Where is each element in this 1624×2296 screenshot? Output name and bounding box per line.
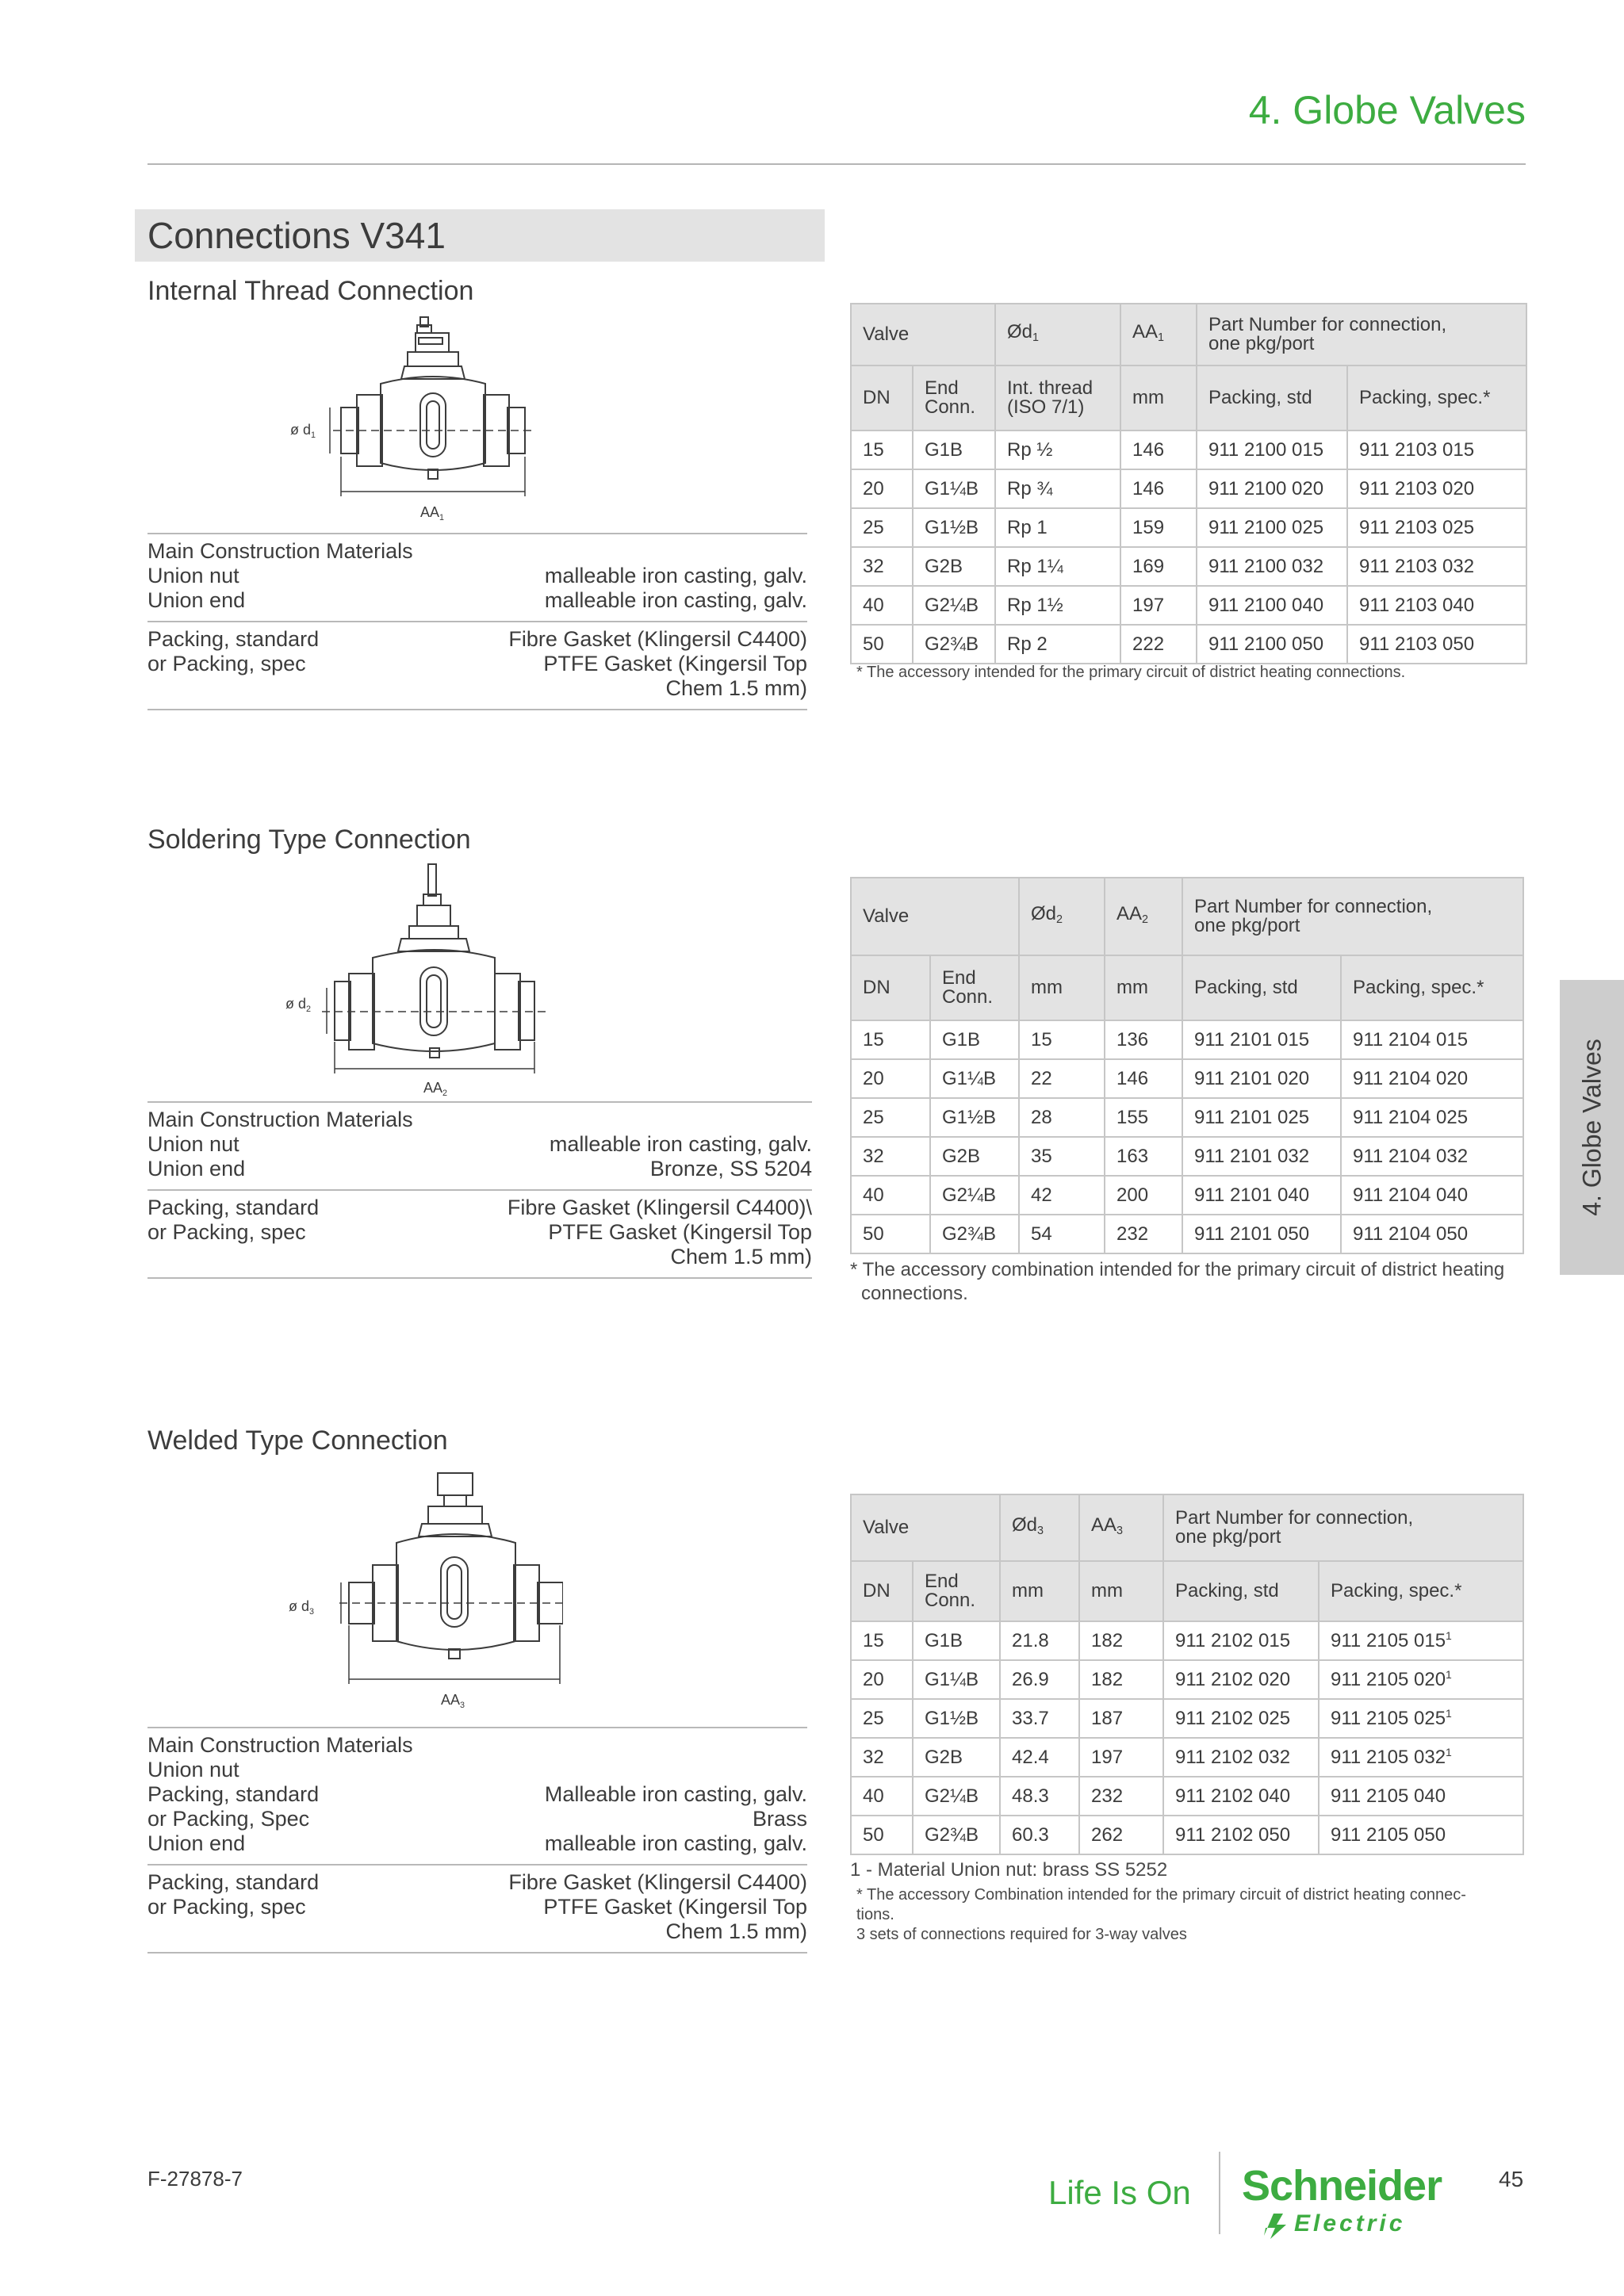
table-row: 20 G1¼B 26.9 182 911 2102 020 911 2105 $020^1$ (851, 1660, 1523, 1699)
header-end-conn: End Conn. (913, 1561, 1000, 1621)
internal-valve-drawing (285, 314, 555, 528)
material-row: Union end Bronze, SS 5204 (147, 1157, 812, 1181)
welded-dim-aa: $AA_3$ (441, 1692, 465, 1710)
table-row: 32 G2B 35 163 911 2101 032 911 2104 032 (851, 1137, 1523, 1176)
header-mm: mm (1000, 1561, 1079, 1621)
table-row: 20 G1¼B 22 146 911 2101 020 911 2104 020 (851, 1059, 1523, 1098)
header-dn: DN (851, 955, 930, 1020)
packing-row: Packing, standard Fibre Gasket (Klingersil C4400)\ (147, 1196, 812, 1219)
header-od: $Ød_3$ (1000, 1494, 1079, 1561)
table-row: 20 G1¼B Rp ¾ 146 911 2100 020 911 2103 020 (851, 469, 1526, 508)
table-row: 15 G1B 21.8 182 911 2102 015 911 2105 $015^1$ (851, 1621, 1523, 1660)
welded-valve-drawing (285, 1470, 563, 1700)
material-row: Main Construction Materials (147, 1108, 413, 1131)
packing-row: or Packing, spec PTFE Gasket (Kingersil Top (147, 652, 807, 675)
material-row: Union nut malleable iron casting, galv. (147, 1132, 812, 1156)
header-aa: $AA_1$ (1120, 304, 1197, 365)
header-aa: $AA_2$ (1105, 878, 1182, 955)
schneider-logo-subtitle: Electric (1294, 2210, 1406, 2237)
header-part-number: Part Number for connection, one pkg/port (1163, 1494, 1523, 1561)
table-row: 15 G1B 15 136 911 2101 015 911 2104 015 (851, 1020, 1523, 1059)
header-end-conn: End Conn. (913, 365, 995, 430)
soldering-packing-block (147, 1189, 812, 1279)
material-row: Union nut (147, 1758, 239, 1781)
welded-materials (147, 1727, 807, 1954)
table-row: 40 G2¼B 48.3 232 911 2102 040 911 2105 040 (851, 1777, 1523, 1816)
welded-footnote: 1 - Material Union nut: brass SS 5252 (850, 1859, 1168, 1881)
material-row: Packing, standard Malleable iron casting, galv. (147, 1782, 807, 1806)
chapter-title: 4. Globe Valves (1248, 88, 1526, 132)
table-subheader-row (851, 1561, 1523, 1621)
header-od: $Ød_1$ (995, 304, 1120, 365)
packing-row: Packing, standard Fibre Gasket (Klingersil C4400) (147, 1870, 807, 1894)
table-row: 40 G2¼B Rp 1½ 197 911 2100 040 911 2103 040 (851, 586, 1526, 625)
page-number: 45 (1499, 2167, 1524, 2191)
header-packing-std: Packing, std (1197, 365, 1347, 430)
header-mm: mm (1105, 955, 1182, 1020)
table-row: 50 G2¾B Rp 2 222 911 2100 050 911 2103 050 (851, 625, 1526, 664)
life-is-on-tagline: Life Is On (1048, 2174, 1191, 2211)
header-valve: Valve (851, 1494, 1000, 1561)
header-valve: Valve (851, 304, 995, 365)
internal-parts-table (850, 303, 1527, 664)
header-part-number: Part Number for connection, one pkg/port (1197, 304, 1526, 365)
soldering-construction-block (147, 1101, 812, 1189)
table-row: 32 G2B Rp 1¼ 169 911 2100 032 911 2103 032 (851, 547, 1526, 586)
header-dn: DN (851, 1561, 913, 1621)
header-int-thread: Int. thread (ISO 7/1) (995, 365, 1120, 430)
header-aa: $AA_3$ (1079, 1494, 1163, 1561)
table-subheader-row (851, 365, 1526, 430)
internal-dim-aa: $AA_1$ (420, 504, 445, 522)
internal-packing-block (147, 621, 807, 710)
schneider-logo-wordmark: Schneider (1242, 2162, 1442, 2210)
soldering-dim-d: ø $d_2$ (285, 996, 312, 1014)
header-end-conn: End Conn. (930, 955, 1019, 1020)
soldering-dim-aa: $AA_2$ (423, 1080, 448, 1098)
header-valve: Valve (851, 878, 1019, 955)
internal-table-note: * The accessory intended for the primary circuit of district heating connections. (856, 664, 1406, 681)
internal-dim-d: ø $d_1$ (290, 422, 316, 440)
table-row: 25 G1½B 33.7 187 911 2102 025 911 2105 $025^1$ (851, 1699, 1523, 1738)
header-packing-std: Packing, std (1182, 955, 1341, 1020)
material-row: Union nut malleable iron casting, galv. (147, 564, 807, 587)
welded-construction-block (147, 1727, 807, 1864)
document-code: F-27878-7 (147, 2167, 243, 2191)
header-dn: DN (851, 365, 913, 430)
material-row: Union end malleable iron casting, galv. (147, 588, 807, 612)
header-divider (147, 163, 1526, 165)
soldering-materials (147, 1101, 812, 1279)
packing-row: Packing, standard Fibre Gasket (Klingersil C4400) (147, 627, 807, 651)
welded-parts-table (850, 1494, 1524, 1855)
header-part-number: Part Number for connection, one pkg/port (1182, 878, 1523, 955)
packing-row: Chem 1.5 mm) (665, 676, 807, 700)
welded-section-title: Welded Type Connection (147, 1425, 448, 1456)
logo-divider (1219, 2152, 1220, 2234)
table-subheader-row (851, 955, 1523, 1020)
welded-packing-block (147, 1864, 807, 1954)
chapter-side-tab: 4. Globe Valves (1560, 980, 1624, 1275)
header-packing-spec: Packing, spec.* (1347, 365, 1526, 430)
packing-row: or Packing, spec PTFE Gasket (Kingersil Top (147, 1895, 807, 1919)
material-row: Union end malleable iron casting, galv. (147, 1831, 807, 1855)
table-header-row (851, 304, 1526, 365)
header-od: $Ød_2$ (1019, 878, 1105, 955)
welded-dim-d: ø $d_3$ (289, 1598, 315, 1617)
table-row: 32 G2B 42.4 197 911 2102 032 911 2105 $032^1$ (851, 1738, 1523, 1777)
material-row: Main Construction Materials (147, 539, 413, 563)
table-row: 40 G2¼B 42 200 911 2101 040 911 2104 040 (851, 1176, 1523, 1215)
internal-construction-block (147, 533, 807, 621)
welded-table-note: * The accessory Combination intended for the primary circuit of district heating connec- tions. 3 sets of connections required for 3-way valves (856, 1886, 1466, 1943)
soldering-section-title: Soldering Type Connection (147, 825, 471, 855)
soldering-parts-table (850, 877, 1524, 1254)
internal-section-title: Internal Thread Connection (147, 276, 474, 306)
internal-materials (147, 533, 807, 710)
header-packing-spec: Packing, spec.* (1319, 1561, 1523, 1621)
header-packing-spec: Packing, spec.* (1341, 955, 1523, 1020)
packing-row: Chem 1.5 mm) (670, 1245, 812, 1269)
table-row: 25 G1½B 28 155 911 2101 025 911 2104 025 (851, 1098, 1523, 1137)
material-row: Main Construction Materials (147, 1733, 413, 1757)
header-mm: mm (1079, 1561, 1163, 1621)
table-header-row (851, 878, 1523, 955)
soldering-valve-drawing (282, 861, 560, 1091)
packing-row: Chem 1.5 mm) (665, 1919, 807, 1943)
soldering-table-note: * The accessory combination intended for the primary circuit of district heating connections. (850, 1259, 1505, 1304)
header-mm: mm (1019, 955, 1105, 1020)
page-title: Connections V341 (135, 209, 825, 262)
table-header-row (851, 1494, 1523, 1561)
table-row: 50 G2¾B 54 232 911 2101 050 911 2104 050 (851, 1215, 1523, 1253)
table-row: 50 G2¾B 60.3 262 911 2102 050 911 2105 050 (851, 1816, 1523, 1854)
material-row: or Packing, Spec Brass (147, 1807, 807, 1831)
packing-row: or Packing, spec PTFE Gasket (Kingersil Top (147, 1220, 812, 1244)
schneider-logo-icon (1259, 2209, 1291, 2244)
table-row: 15 G1B Rp ½ 146 911 2100 015 911 2103 015 (851, 430, 1526, 469)
header-packing-std: Packing, std (1163, 1561, 1319, 1621)
header-mm: mm (1120, 365, 1197, 430)
table-row: 25 G1½B Rp 1 159 911 2100 025 911 2103 025 (851, 508, 1526, 547)
